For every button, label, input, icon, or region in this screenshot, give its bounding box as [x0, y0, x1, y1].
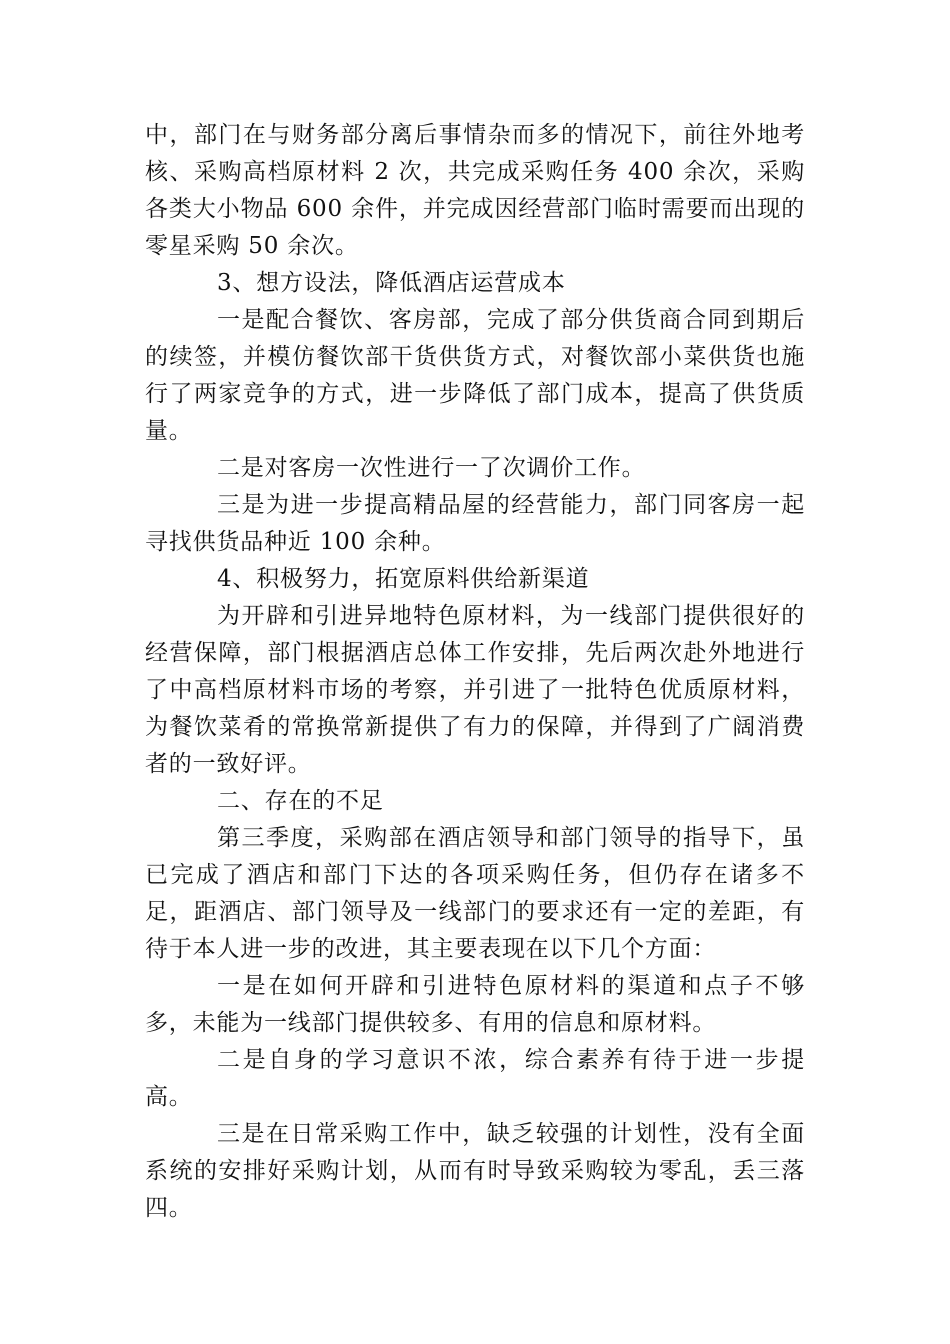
paragraph-boutique-supply: 三是为进一步提高精品屋的经营能力，部门同客房一起寻找供货品种近 100 余种。	[145, 492, 805, 555]
paragraph-shortcomings-intro: 第三季度，采购部在酒店领导和部门领导的指导下，虽已完成了酒店和部门下达的各项采购任务，但仍存在诸多不足，距酒店、部门领导及一线部门的要求还有一定的差距，有待于本人进一步的改进，其主要表现在以下几个方面：	[145, 825, 805, 962]
document-body	[145, 117, 805, 1227]
paragraph-price-adjustment: 二是对客房一次性进行一了次调价工作。	[217, 455, 646, 481]
paragraph-shortcoming-1: 一是在如何开辟和引进特色原材料的渠道和点子不够多，未能为一线部门提供较多、有用的信息和原材料。	[145, 973, 805, 1036]
paragraph-shortcoming-2: 二是自身的学习意识不浓，综合素养有待于进一步提高。	[145, 1047, 805, 1110]
section-heading-shortcomings: 二、存在的不足	[217, 788, 384, 814]
paragraph-supplier-contracts: 一是配合餐饮、客房部，完成了部分供货商合同到期后的续签，并模仿餐饮部干货供货方式，对餐饮部小菜供货也施行了两家竞争的方式，进一步降低了部门成本，提高了供货质量。	[145, 307, 805, 444]
paragraph-continuation: 中，部门在与财务部分离后事情杂而多的情况下，前往外地考核、采购高档原材料 2 次，共完成采购任务 400 余次，采购各类大小物品 600 余件，并完成因经营部门临时需要而出现的零星采购 50 余次。	[145, 122, 805, 259]
paragraph-shortcoming-3: 三是在日常采购工作中，缺乏较强的计划性，没有全面系统的安排好采购计划，从而有时导致采购较为零乱，丢三落四。	[145, 1121, 805, 1221]
section-heading-new-channels: 4、积极努力，拓宽原料供给新渠道	[217, 566, 590, 592]
section-heading-reduce-costs: 3、想方设法，降低酒店运营成本	[217, 270, 566, 296]
paragraph-market-inspection: 为开辟和引进异地特色原材料，为一线部门提供很好的经营保障，部门根据酒店总体工作安排，先后两次赴外地进行了中高档原材料市场的考察，并引进了一批特色优质原材料，为餐饮菜肴的常换常新提供了有力的保障，并得到了广阔消费者的一致好评。	[145, 603, 805, 777]
